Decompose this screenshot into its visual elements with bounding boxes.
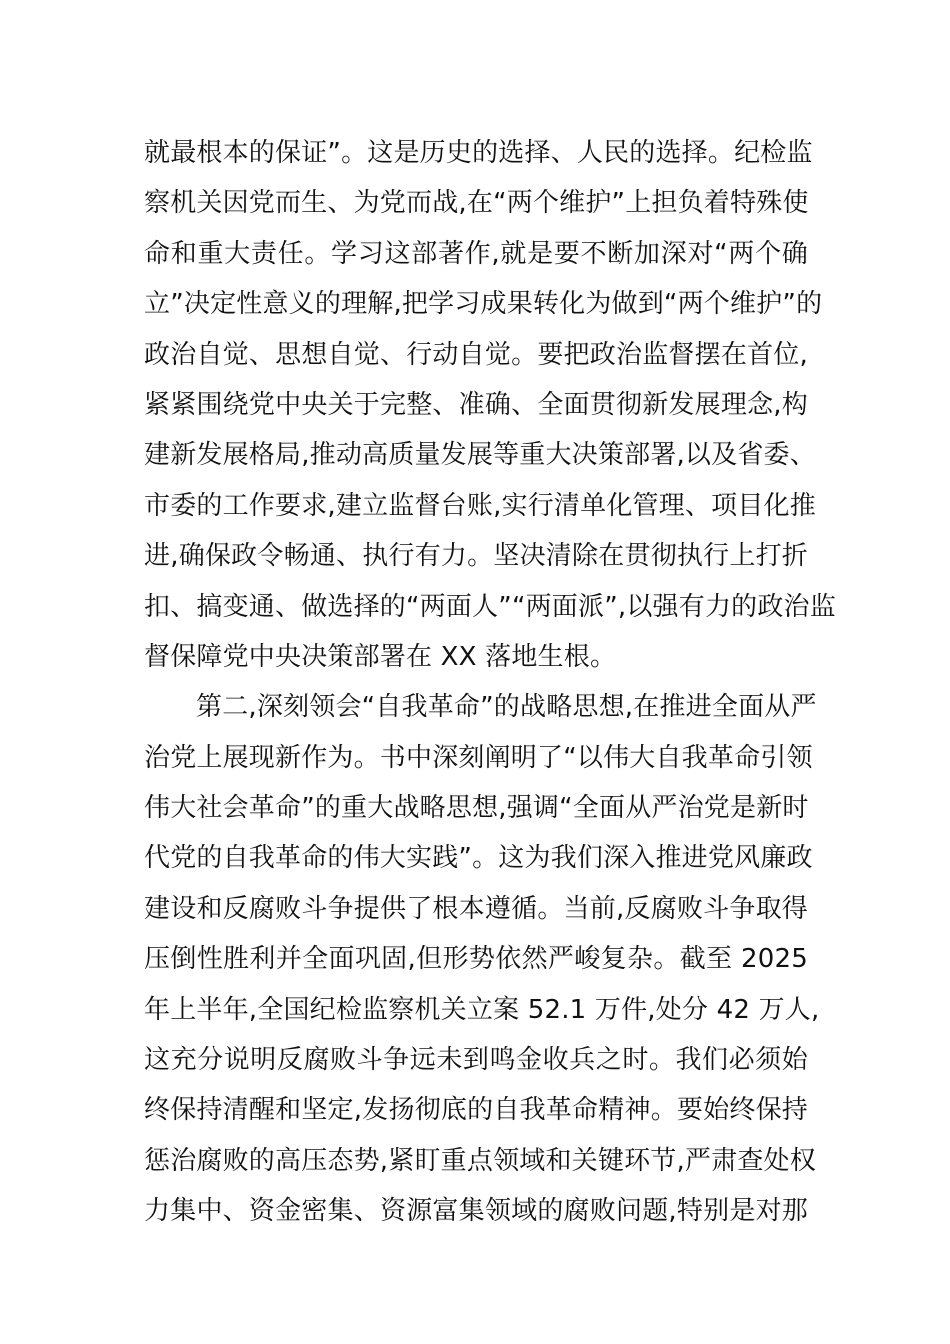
text-line: 立”决定性意义的理解,把学习成果转化为做到“两个维护”的	[144, 289, 823, 320]
text-line: 政治自觉、思想自觉、行动自觉。要把政治监督摆在首位,	[144, 339, 808, 370]
text-line: 市委的工作要求,建立监督台账,实行清单化管理、项目化推	[144, 490, 816, 521]
text-line: 建设和反腐败斗争提供了根本遵循。当前,反腐败斗争取得	[144, 893, 808, 924]
text-line: 进,确保政令畅通、执行有力。坚决清除在贯彻执行上打折	[144, 541, 808, 572]
text-line: 察机关因党而生、为党而战,在“两个维护”上担负着特殊使	[144, 188, 809, 219]
text-line: 治党上展现新作为。书中深刻阐明了“以伟大自我革命引领	[144, 742, 813, 773]
text-line: 扣、搞变通、做选择的“两面人”“两面派”,以强有力的政治监	[144, 591, 836, 622]
text-line-paragraph-end: 督保障党中央决策部署在 XX 落地生根。	[144, 641, 617, 672]
text-line: 终保持清醒和坚定,发扬彻底的自我革命精神。要始终保持	[144, 1095, 808, 1126]
text-line: 代党的自我革命的伟大实践”。这为我们深入推进党风廉政	[144, 843, 813, 874]
text-line: 建新发展格局,推动高质量发展等重大决策部署,以及省委、	[144, 440, 816, 471]
text-line: 惩治腐败的高压态势,紧盯重点领域和关键环节,严肃查处权	[144, 1145, 816, 1176]
text-line: 命和重大责任。学习这部著作,就是要不断加深对“两个确	[144, 238, 808, 269]
body-text	[144, 128, 836, 1237]
text-line: 年上半年,全国纪检监察机关立案 52.1 万件,处分 42 万人,	[144, 994, 820, 1025]
text-line: 力集中、资金密集、资源富集领域的腐败问题,特别是对那	[144, 1196, 808, 1227]
text-line-paragraph-start: 第二,深刻领会“自我革命”的战略思想,在推进全面从严	[196, 692, 817, 723]
text-line: 这充分说明反腐败斗争远未到鸣金收兵之时。我们必须始	[144, 1045, 808, 1076]
text-line: 就最根本的保证”。这是历史的选择、人民的选择。纪检监	[144, 138, 813, 168]
text-line: 紧紧围绕党中央关于完整、准确、全面贯彻新发展理念,构	[144, 389, 808, 420]
text-line: 压倒性胜利并全面巩固,但形势依然严峻复杂。截至 2025	[144, 944, 808, 975]
text-line: 伟大社会革命”的重大战略思想,强调“全面从严治党是新时	[144, 793, 809, 824]
